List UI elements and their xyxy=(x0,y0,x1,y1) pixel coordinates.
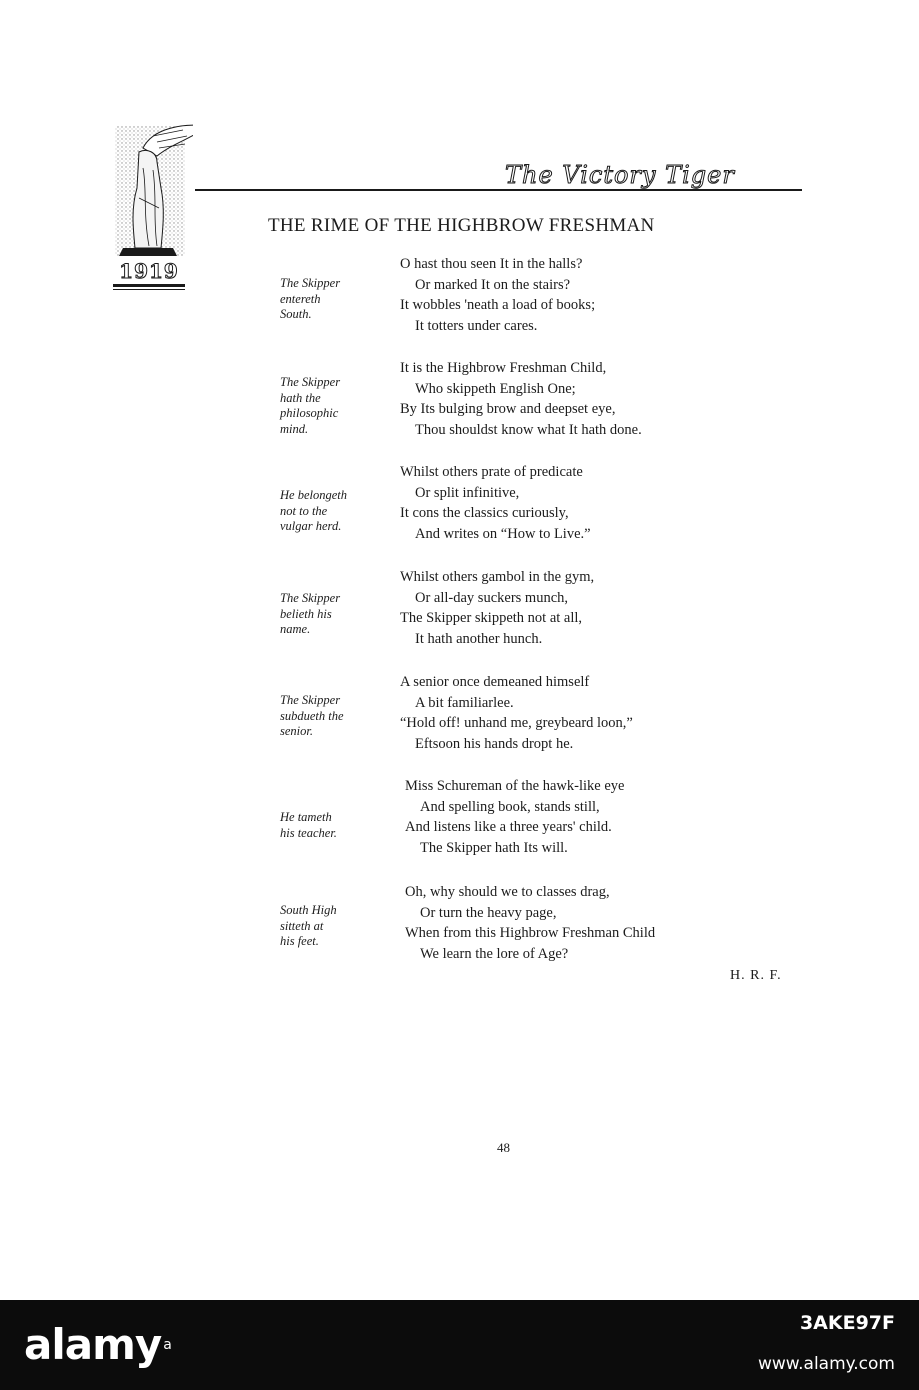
stanza xyxy=(400,567,800,649)
side-gloss: He tameth his teacher. xyxy=(280,810,337,840)
side-gloss: South High sitteth at his feet. xyxy=(280,903,337,948)
verse-line: And writes on “How to Live.” xyxy=(415,525,591,542)
verse-line: Or marked It on the stairs? xyxy=(415,276,571,293)
verse-line: Whilst others prate of predicate xyxy=(400,464,583,480)
stock-url-link[interactable]: www.alamy.com xyxy=(757,1354,895,1374)
stanza xyxy=(405,882,805,964)
verse-line: Or turn the heavy page, xyxy=(420,904,557,921)
alamy-logo-text: alamy xyxy=(24,1320,162,1369)
side-gloss: The Skipper hath the philosophic mind. xyxy=(280,375,341,436)
stanza xyxy=(405,776,805,858)
verse-line: We learn the lore of Age? xyxy=(420,945,569,962)
verse-line: Who skippeth English One; xyxy=(415,380,576,397)
side-gloss: The Skipper belieth his name. xyxy=(280,591,341,636)
verse-line: It wobbles 'neath a load of books; xyxy=(400,297,596,313)
verse-line: And spelling book, stands still, xyxy=(420,798,600,815)
side-gloss: He belongeth not to the vulgar herd. xyxy=(280,488,347,533)
verse-line: Miss Schureman of the hawk-like eye xyxy=(405,778,625,794)
verse-line: When from this Highbrow Freshman Child xyxy=(405,925,656,941)
verse-line: And listens like a three years' child. xyxy=(405,819,612,835)
verse-line: By Its bulging brow and deepset eye, xyxy=(400,401,616,417)
poem-title: THE RIME OF THE HIGHBROW FRESHMAN xyxy=(268,215,655,236)
verse-line: It cons the classics curiously, xyxy=(400,505,569,521)
header-divider xyxy=(195,189,802,191)
verse-line: The Skipper hath Its will. xyxy=(420,839,568,856)
verse-line: It is the Highbrow Freshman Child, xyxy=(400,360,607,376)
verse-line: “Hold off! unhand me, greybeard loon,” xyxy=(400,715,633,731)
emblem-rule xyxy=(113,284,185,287)
alamy-logo-mark: a xyxy=(163,1337,171,1353)
emblem-year: 1919 xyxy=(119,259,179,283)
verse-line: It hath another hunch. xyxy=(415,630,543,647)
image-id: 3AKE97F xyxy=(799,1312,895,1334)
winged-victory-icon xyxy=(113,118,193,258)
alamy-logo[interactable] xyxy=(24,1320,171,1370)
verse-line: Eftsoon his hands dropt he. xyxy=(415,735,574,752)
victory-statue-emblem xyxy=(113,118,193,288)
verse-line: Or split infinitive, xyxy=(415,484,520,501)
verse-line: A bit familiarlee. xyxy=(415,694,514,711)
verse-line: The Skipper skippeth not at all, xyxy=(400,610,583,626)
stanza xyxy=(400,462,800,544)
verse-line: It totters under cares. xyxy=(415,317,538,334)
verse-line: Whilst others gambol in the gym, xyxy=(400,569,595,585)
author-initials: H. R. F. xyxy=(730,968,782,983)
emblem-rule-thin xyxy=(113,289,185,290)
stanza xyxy=(400,672,800,754)
stanza xyxy=(400,254,800,336)
masthead-title: The Victory Tiger xyxy=(505,161,735,189)
side-gloss: The Skipper entereth South. xyxy=(280,276,341,321)
side-gloss: The Skipper subdueth the senior. xyxy=(280,693,344,738)
verse-line: Thou shouldst know what It hath done. xyxy=(415,421,642,438)
verse-line: Oh, why should we to classes drag, xyxy=(405,884,610,900)
verse-line: Or all-day suckers munch, xyxy=(415,589,569,606)
page-number: 48 xyxy=(497,1140,510,1155)
stock-footer-banner xyxy=(0,1300,919,1390)
verse-line: A senior once demeaned himself xyxy=(400,674,590,690)
stanza xyxy=(400,358,800,440)
verse-line: O hast thou seen It in the halls? xyxy=(400,256,583,272)
